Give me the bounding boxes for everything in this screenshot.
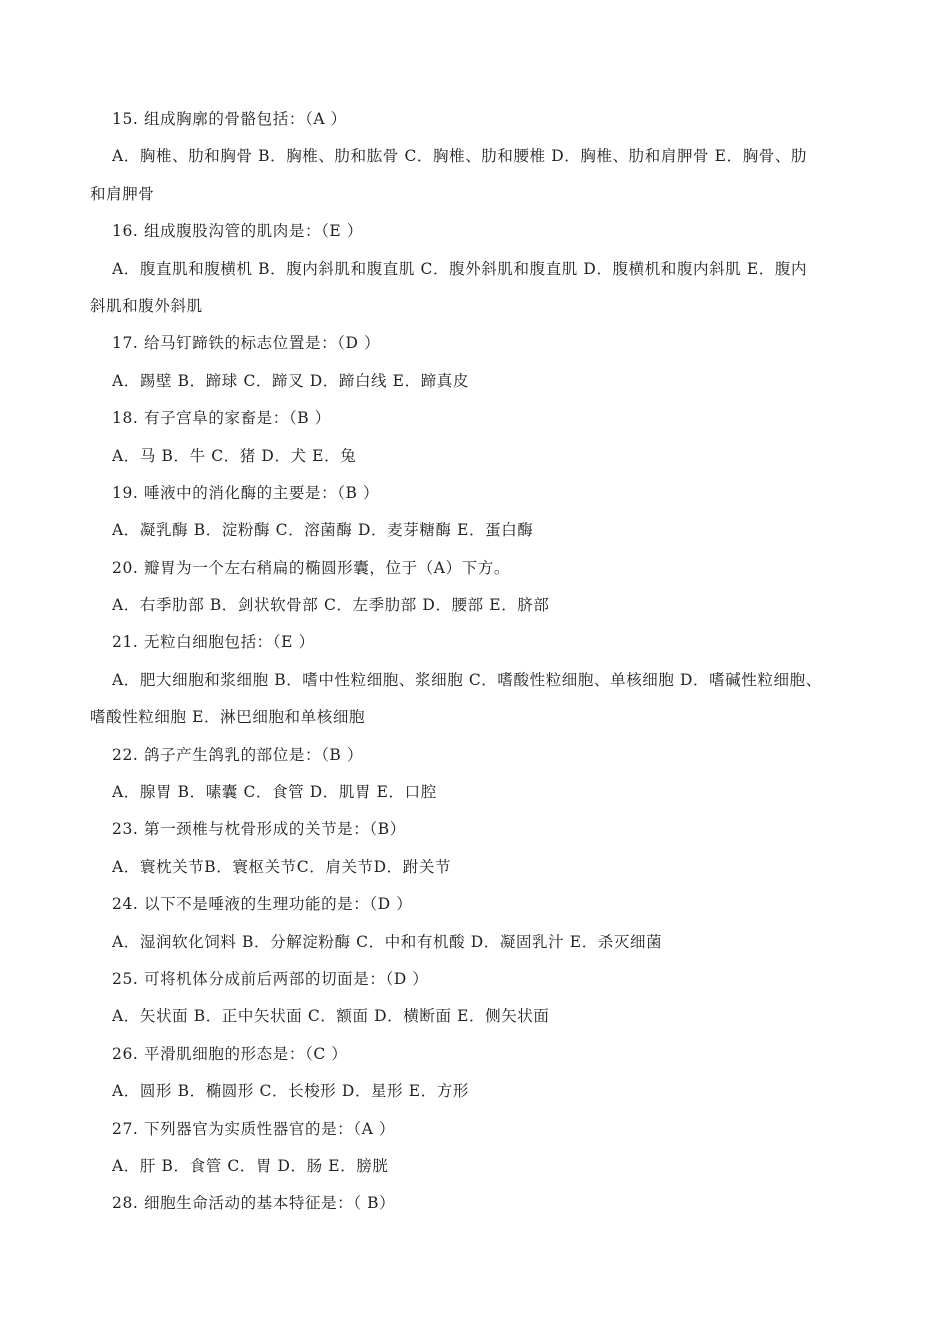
question-16: 16. 组成腹股沟管的肌肉是：（E ） [112, 222, 363, 241]
options-15-continued: 和肩胛骨 [90, 184, 155, 203]
options-18: A．马 B．牛 C．猪 D．犬 E．兔 [112, 446, 357, 465]
options-26: A．圆形 B．椭圆形 C．长梭形 D．星形 E．方形 [112, 1082, 469, 1101]
question-24: 24. 以下不是唾液的生理功能的是：（D ） [112, 895, 413, 914]
options-16: A．腹直肌和腹横机 B．腹内斜肌和腹直肌 C．腹外斜肌和腹直肌 D．腹横机和腹内斜肌 E．腹内 [112, 259, 808, 278]
options-23: A．寰枕关节B．寰枢关节C．肩关节D．跗关节 [112, 857, 452, 876]
options-24: A．湿润软化饲料 B．分解淀粉酶 C．中和有机酸 D．凝固乳汁 E．杀灭细菌 [112, 932, 663, 951]
options-25: A．矢状面 B．正中矢状面 C．额面 D．横断面 E．侧矢状面 [112, 1007, 550, 1026]
question-15: 15. 组成胸廓的骨骼包括：（A ） [112, 110, 347, 128]
question-28: 28. 细胞生命活动的基本特征是：（ B） [112, 1194, 396, 1213]
options-21-continued: 嗜酸性粒细胞 E．淋巴细胞和单核细胞 [90, 708, 366, 727]
options-16-continued: 斜肌和腹外斜肌 [90, 296, 203, 315]
question-26: 26. 平滑肌细胞的形态是：（C ） [112, 1044, 348, 1063]
question-18: 18. 有子宫阜的家畜是：（B ） [112, 409, 331, 428]
question-17: 17. 给马钉蹄铁的标志位置是：（D ） [112, 334, 381, 353]
question-22: 22. 鸽子产生鸽乳的部位是：（B ） [112, 745, 364, 764]
options-20: A．右季肋部 B．剑状软骨部 C．左季肋部 D．腰部 E．脐部 [112, 596, 550, 615]
question-19: 19. 唾液中的消化酶的主要是：（B ） [112, 483, 380, 502]
question-25: 25. 可将机体分成前后两部的切面是：（D ） [112, 969, 429, 988]
question-23: 23. 第一颈椎与枕骨形成的关节是：（B） [112, 820, 406, 839]
options-19: A．凝乳酶 B．淀粉酶 C．溶菌酶 D．麦芽糖酶 E．蛋白酶 [112, 521, 534, 540]
question-list [90, 101, 865, 1223]
question-21: 21. 无粒白细胞包括：（E ） [112, 633, 315, 652]
options-27: A．肝 B．食管 C．胃 D．肠 E．膀胱 [112, 1156, 389, 1175]
options-22: A．腺胃 B．嗉囊 C．食管 D．肌胃 E．口腔 [112, 783, 437, 802]
question-20: 20. 瓣胃为一个左右稍扁的椭圆形囊，位于（A）下方。 [112, 558, 510, 577]
question-27: 27. 下列器官为实质性器官的是：（A ） [112, 1119, 396, 1138]
options-21: A．肥大细胞和浆细胞 B．嗜中性粒细胞、浆细胞 C．嗜酸性粒细胞、单核细胞 D．嗜碱性粒细胞、 [112, 670, 822, 689]
options-17: A．踢壁 B．蹄球 C．蹄叉 D．蹄白线 E．蹄真皮 [112, 371, 469, 390]
options-15: A．胸椎、肋和胸骨 B．胸椎、肋和肱骨 C．胸椎、肋和腰椎 D．胸椎、肋和肩胛骨 E．胸骨、肋 [112, 147, 808, 166]
